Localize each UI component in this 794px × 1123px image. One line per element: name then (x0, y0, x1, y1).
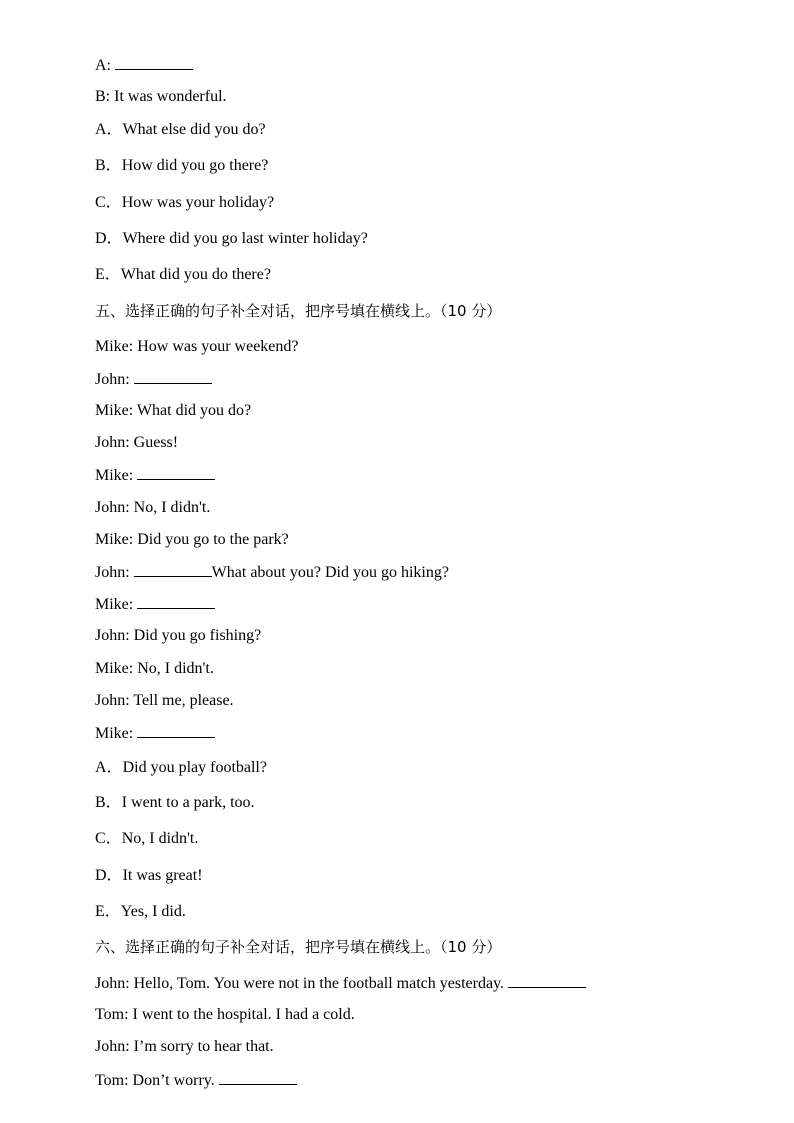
dialogue-text: John: Hello, Tom. You were not in the football match yesterday. (95, 975, 509, 992)
answer-blank[interactable] (134, 369, 212, 384)
option-b (95, 156, 268, 176)
option-letter: A． (95, 759, 123, 776)
answer-blank[interactable] (134, 562, 212, 577)
dialogue-text: What about you? Did you go hiking? (211, 564, 449, 581)
option-text: Did you play football? (122, 759, 267, 776)
dialogue-line: Mike: No, I didn't. (95, 660, 214, 677)
option-letter: C． (95, 194, 122, 211)
dialogue-line: Mike: What did you do? (95, 402, 252, 419)
dialogue-line (95, 369, 212, 390)
option-d (95, 229, 368, 249)
option-letter: B． (95, 157, 122, 174)
option-text: Where did you go last winter holiday? (122, 230, 368, 247)
speaker-label: John: (95, 371, 134, 388)
option-letter: E． (95, 903, 121, 920)
answer-blank[interactable] (137, 465, 215, 480)
option-letter: D． (95, 230, 123, 247)
speaker-label: Mike: (95, 596, 138, 613)
option-e (95, 902, 186, 922)
dialogue-line-b: B: It was wonderful. (95, 88, 227, 105)
speaker-label: John: (95, 564, 134, 581)
answer-blank[interactable] (137, 723, 215, 738)
dialogue-line (95, 562, 449, 583)
section-6-heading: 六、选择正确的句子补全对话，把序号填在横线上。（10 分） (95, 938, 502, 956)
dialogue-line: Mike: Did you go to the park? (95, 531, 289, 548)
dialogue-line: John: I’m sorry to hear that. (95, 1038, 274, 1055)
dialogue-line: John: Did you go fishing? (95, 627, 262, 644)
answer-blank[interactable] (508, 973, 586, 988)
dialogue-line: John: No, I didn't. (95, 499, 211, 516)
option-d (95, 866, 203, 886)
option-text: Yes, I did. (120, 903, 186, 920)
option-text: No, I didn't. (121, 830, 199, 847)
section-5-heading: 五、选择正确的句子补全对话，把序号填在横线上。（10 分） (95, 302, 502, 320)
option-c (95, 829, 198, 849)
option-c (95, 193, 274, 213)
option-text: What did you do there? (120, 266, 271, 283)
dialogue-line-a (95, 55, 193, 76)
speaker-label: A: (95, 57, 115, 74)
dialogue-line: John: Guess! (95, 434, 179, 451)
option-letter: C． (95, 830, 122, 847)
dialogue-line (95, 973, 586, 994)
option-a (95, 120, 266, 140)
speaker-label: Mike: (95, 467, 138, 484)
option-text: What else did you do? (122, 121, 266, 138)
dialogue-line: Mike: How was your weekend? (95, 338, 299, 355)
dialogue-line: Tom: I went to the hospital. I had a cold. (95, 1006, 355, 1023)
option-a (95, 758, 267, 778)
dialogue-text: Tom: Don’t worry. (95, 1072, 219, 1089)
option-letter: B． (95, 794, 122, 811)
dialogue-line (95, 723, 215, 744)
answer-blank[interactable] (137, 594, 215, 609)
option-e (95, 265, 271, 285)
option-text: I went to a park, too. (121, 794, 255, 811)
answer-blank[interactable] (219, 1070, 297, 1085)
option-letter: D． (95, 867, 123, 884)
option-text: How did you go there? (121, 157, 269, 174)
option-b (95, 793, 255, 813)
speaker-label: Mike: (95, 725, 138, 742)
dialogue-line (95, 1070, 297, 1091)
dialogue-line (95, 465, 215, 486)
dialogue-line (95, 594, 215, 615)
dialogue-line: John: Tell me, please. (95, 692, 234, 709)
answer-blank[interactable] (115, 55, 193, 70)
option-text: It was great! (122, 867, 203, 884)
option-text: How was your holiday? (121, 194, 275, 211)
option-letter: A． (95, 121, 123, 138)
option-letter: E． (95, 266, 121, 283)
